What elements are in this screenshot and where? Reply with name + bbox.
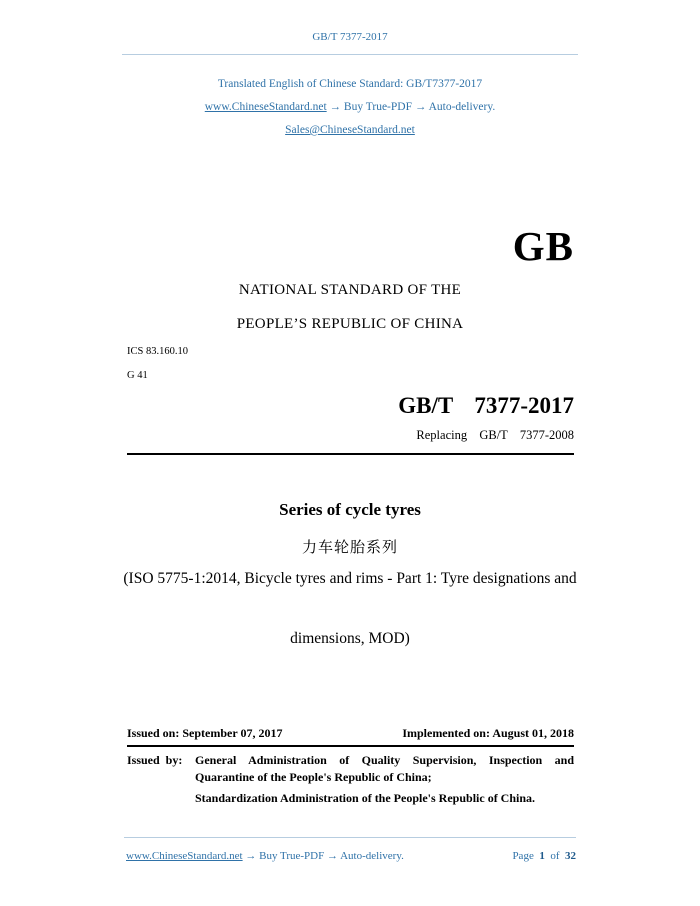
english-title: Series of cycle tyres — [279, 500, 421, 519]
national-standard-line-2: PEOPLE’S REPUBLIC OF CHINA — [236, 316, 464, 332]
site-link[interactable]: www.ChineseStandard.net — [204, 101, 327, 113]
page-number: 1 — [539, 850, 545, 862]
title-divider — [127, 453, 574, 455]
total-pages: 32 — [565, 850, 576, 862]
footer-promo — [126, 850, 404, 862]
issued-date: Issued on: September 07, 2017 — [127, 726, 283, 740]
promo-line-2 — [0, 101, 700, 113]
footer-divider — [124, 837, 576, 838]
issuing-authorities — [195, 752, 574, 807]
issued-by-label: Issued by: — [127, 753, 183, 767]
footer-site-link[interactable]: www.ChineseStandard.net — [126, 850, 243, 862]
standard-code: GB/T 7377-2017 — [398, 393, 574, 418]
ics-code: ICS 83.160.10 — [127, 346, 188, 357]
replacing-note: Replacing GB/T 7377-2008 — [416, 428, 574, 442]
promo-line-3 — [0, 124, 700, 136]
running-header: GB/T 7377-2017 — [312, 31, 388, 43]
email-link[interactable]: Sales@ChineseStandard.net — [285, 124, 415, 136]
page-word: Page — [512, 850, 534, 862]
gb-logo: GB — [512, 223, 574, 269]
issuer-line-1: General Administration of Quality Supervision, Inspection and — [195, 753, 574, 767]
of-word: of — [550, 850, 560, 862]
promo-line-2-rest: → Buy True-PDF → Auto-delivery. — [326, 101, 496, 113]
promo-line-1: Translated English of Chinese Standard: GB/T7377-2017 — [217, 78, 483, 90]
dates-divider — [127, 745, 574, 747]
footer-promo-rest: → Buy True-PDF → Auto-delivery. — [242, 850, 404, 862]
issuer-line-3: Standardization Administration of the People's Republic of China. — [195, 791, 536, 805]
national-standard-line-1: NATIONAL STANDARD OF THE — [238, 282, 462, 298]
issuer-line-2: Quarantine of the People's Republic of China; — [195, 770, 432, 784]
chinese-title: 力车轮胎系列 — [301, 538, 398, 556]
g-code: G 41 — [127, 370, 148, 381]
iso-reference-line-1: (ISO 5775-1:2014, Bicycle tyres and rims - Part 1: Tyre designations and — [123, 570, 577, 587]
header-divider — [122, 54, 578, 55]
page-indicator — [512, 850, 576, 862]
implemented-date: Implemented on: August 01, 2018 — [402, 726, 574, 740]
iso-reference-line-2: dimensions, MOD) — [290, 630, 410, 647]
